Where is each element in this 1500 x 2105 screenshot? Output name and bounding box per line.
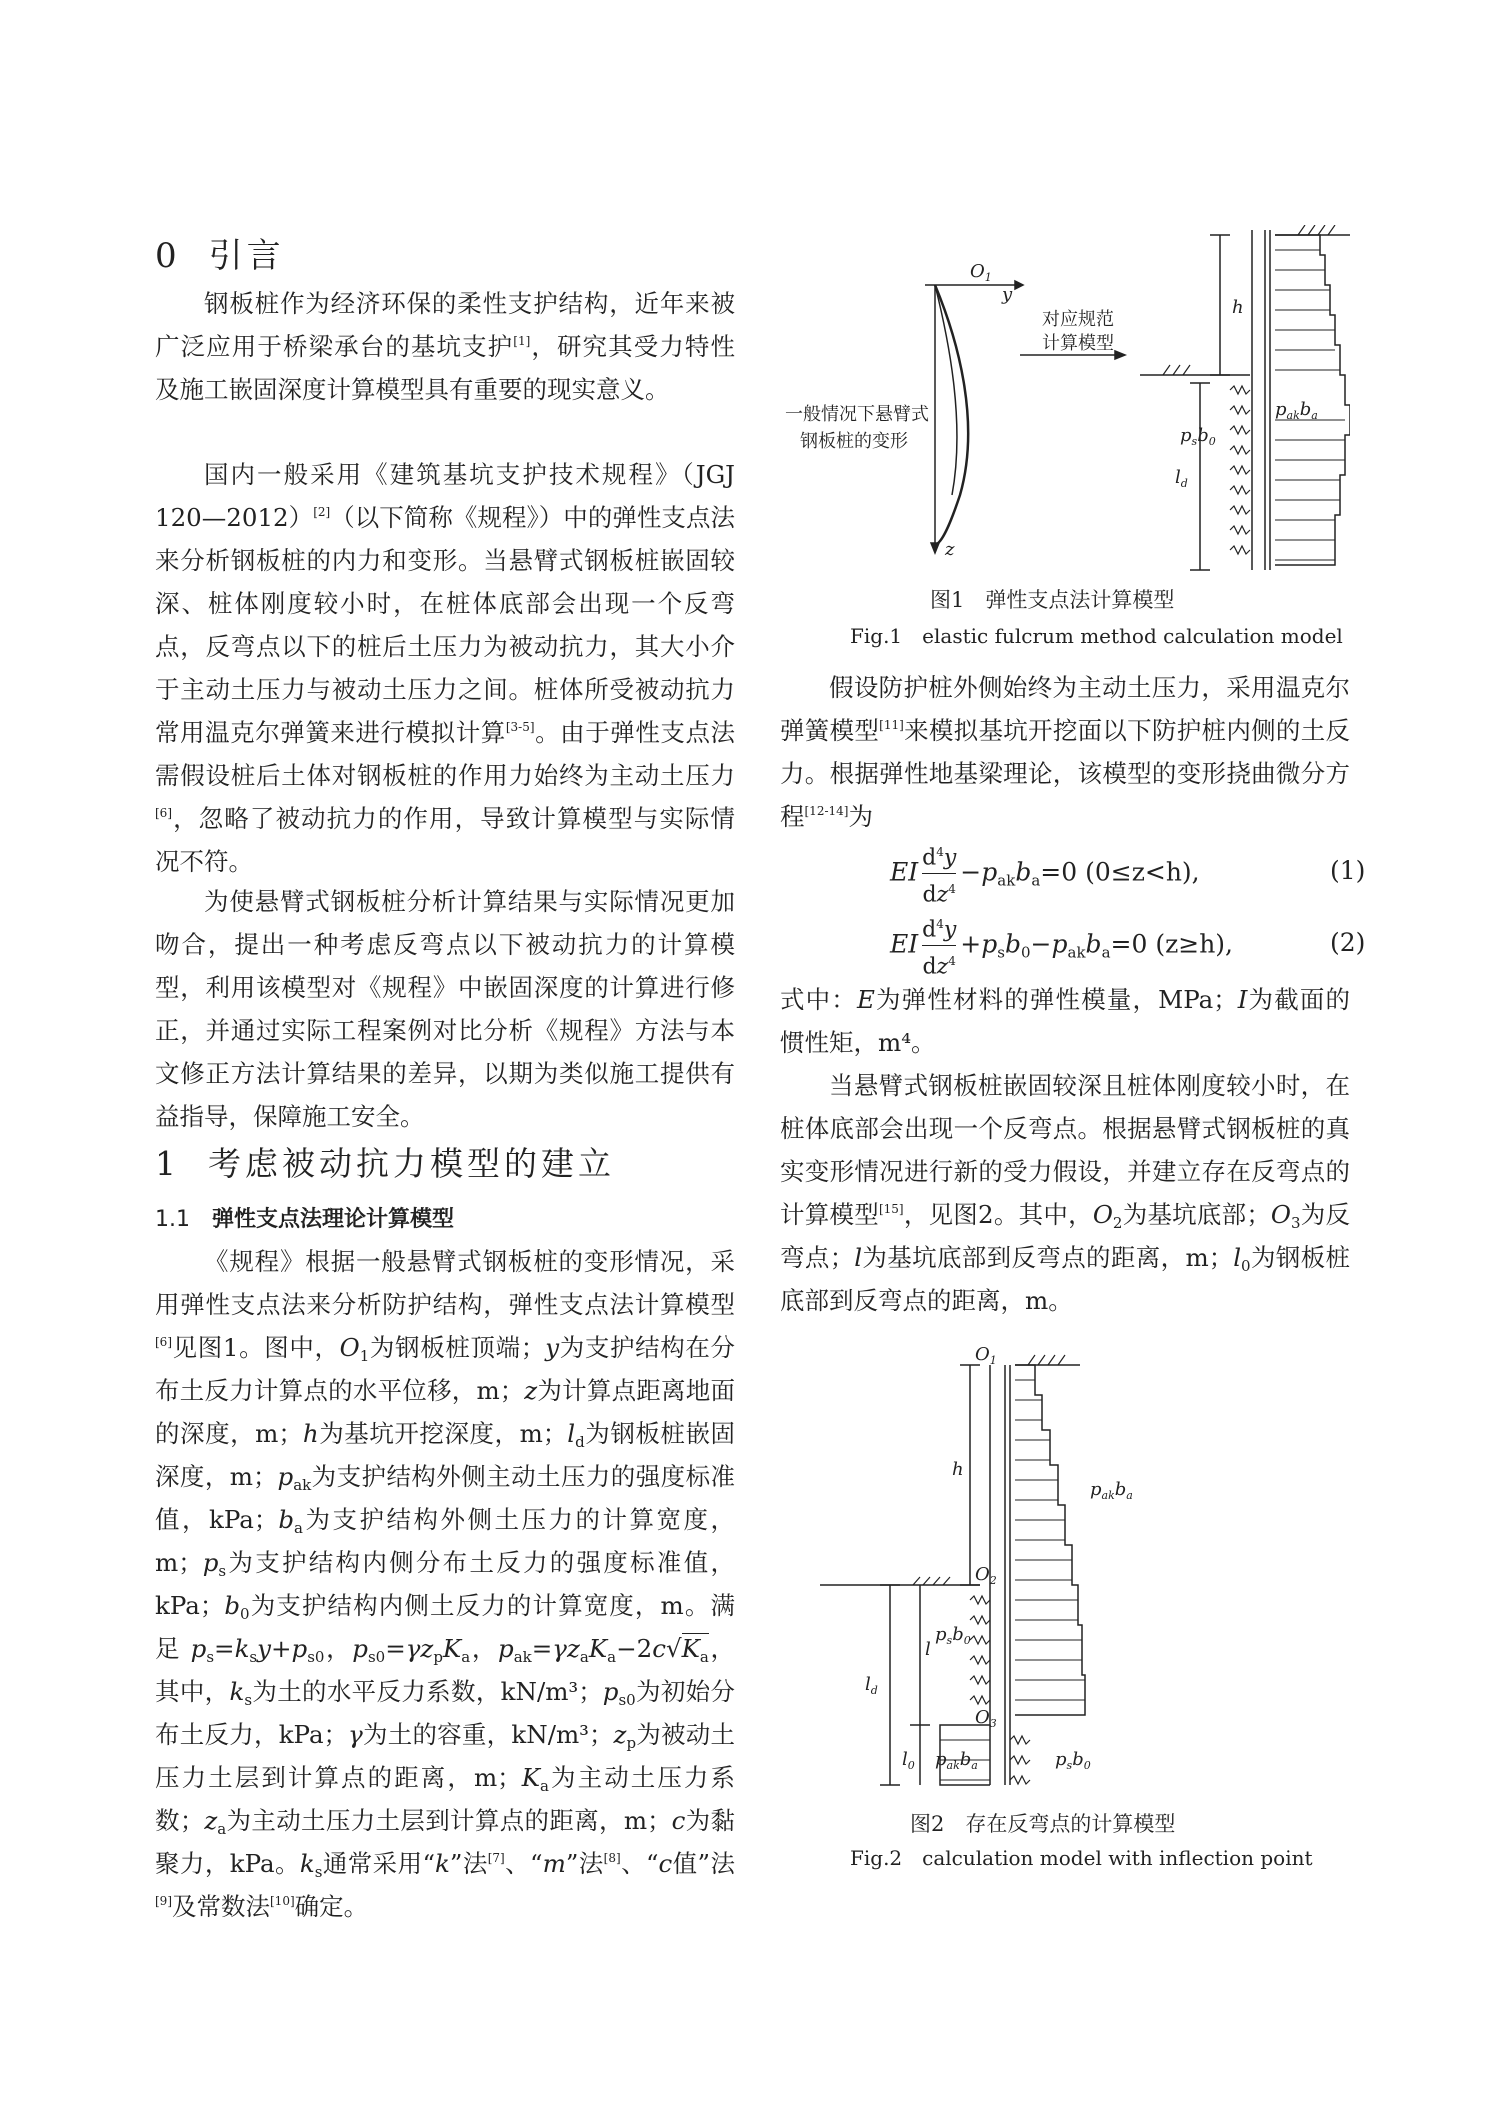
fig1-label-map2: 计算模型 (1042, 333, 1114, 354)
fig1-label-y: y (1002, 284, 1013, 305)
fig1-label-h: h (1232, 297, 1244, 318)
fig2-label-l: l (925, 1639, 931, 1660)
section-0-heading: 0 引言 (155, 236, 285, 276)
fig2-label-psb0-right: $p_sb_0$ (1055, 1749, 1091, 1772)
fig1-label-o1: $O_1$ (970, 261, 992, 284)
fig2-label-o1: $O_1$ (975, 1345, 997, 1367)
section-1-heading: 1 考虑被动抗力模型的建立 (155, 1144, 615, 1183)
fig1-label-map: 对应规范 (1042, 309, 1114, 330)
intro-paragraph-2: 国内一般采用《建筑基坑支护技术规程》（JGJ 120—2012）[2]（以下简称《规程》）中的弹性支点法来分析钢板桩的内力和变形。当悬臂式钢板桩嵌固较深、桩体刚度较小时，在桩体底部会出现一个反弯点，反弯点以下的桩后土压力为被动抗力，其大小介于主动土压力与被动土压力之间。桩体所受被动抗力常用温克尔弹簧来进行模拟计算[3-5]。由于弹性支点法需假设桩后土体对钢板桩的作用力始终为主动土压力[6]，忽略了被动抗力的作用，导致计算模型与实际情况不符。 (155, 460, 736, 876)
fig1-label-deform: 一般情况下悬臂式 (785, 404, 929, 425)
equation-2: EI $\frac{d^4y}{dz^4}$ $+p_sb_0-p_{ak}b_a=0$ (z≥h), (2) (890, 917, 1366, 980)
fig2-label-pakba-left: $p_{ak}b_a$ (935, 1749, 978, 1772)
fig2-caption-en: Fig.2 calculation model with inflection point (850, 1846, 1313, 1870)
fig2-caption-cn: 图2 存在反弯点的计算模型 (910, 1812, 1176, 1836)
fig2-label-o3: $O_3$ (975, 1707, 997, 1730)
fig1-label-z: z (945, 539, 955, 560)
fig2-label-o2: $O_2$ (975, 1564, 997, 1587)
fig2-label-pakba-right: $p_{ak}b_a$ (1090, 1479, 1133, 1502)
fig2-label-psb0-left: $p_sb_0$ (935, 1624, 971, 1647)
section-1-1-heading: 1.1 弹性支点法理论计算模型 (155, 1207, 455, 1232)
fig1-label-psb0: $p_sb_0$ (1180, 425, 1216, 448)
fig1-label-deform2: 钢板桩的变形 (800, 431, 908, 452)
figure-1 (780, 225, 1350, 585)
section-1-1-paragraph: 《规程》根据一般悬臂式钢板桩的变形情况，采用弹性支点法来分析防护结构，弹性支点法计算模型[6]见图1。图中，$O_1$为钢板桩顶端；y为支护结构在分布土反力计算点的水平位移，m；z为计算点距离地面的深度，m；h为基坑开挖深度，m；$l_d$为钢板桩嵌固深度，m；$p_{ak}$为支护结构外侧主动土压力的强度标准值，kPa；$b_a$为支护结构外侧土压力的计算宽度，m；$p_s$为支护结构内侧分布土反力的强度标准值，kPa；$b_0$为支护结构内侧土反力的计算宽度，m。满足 $p_s=k_sy+p_{s0}$，$p_{s0}=\gamma z_pK_a$，$p_{ak}=\gamma z_aK_a-2c√K_a$，其中，$k_s$为土的水平反力系数，kN/m³；$p_{s0}$为初始分布土反力，kPa；γ为土的容重，kN/m³；$z_p$为被动土压力土层到计算点的距离，m；$K_a$为主动土压力系数；$z_a$为主动土压力土层到计算点的距离，m；c为黏聚力，kPa。$k_s$通常采用“k”法[7]、“m”法[8]、“c值”法[9]及常数法[10]确定。 (155, 1247, 736, 1921)
fig2-label-h: h (952, 1459, 964, 1480)
fig1-caption-cn: 图1 弹性支点法计算模型 (930, 588, 1175, 612)
fig2-label-ld: $l_d$ (865, 1674, 878, 1697)
fig1-caption-en: Fig.1 elastic fulcrum method calculation model (850, 624, 1343, 648)
fig1-label-pakba: $p_{ak}b_a$ (1275, 399, 1318, 422)
fig1-label-ld: $l_d$ (1175, 467, 1188, 490)
intro-paragraph-1: 钢板桩作为经济环保的柔性支护结构，近年来被广泛应用于桥梁承台的基坑支护[1]，研究其受力特性及施工嵌固深度计算模型具有重要的现实意义。 (155, 289, 736, 404)
right-paragraph-1: 假设防护桩外侧始终为主动土压力，采用温克尔弹簧模型[11]来模拟基坑开挖面以下防护桩内侧的土反力。根据弹性地基梁理论，该模型的变形挠曲微分方程[12-14]为 (780, 673, 1350, 831)
figure-2 (820, 1345, 1320, 1795)
fig2-label-l0: $l_0$ (902, 1749, 915, 1772)
right-paragraph-3: 当悬臂式钢板桩嵌固较深且桩体刚度较小时，在桩体底部会出现一个反弯点。根据悬臂式钢板桩的真实变形情况进行新的受力假设，并建立存在反弯点的计算模型[15]，见图2。其中，$O_2$为基坑底部；$O_3$为反弯点；l为基坑底部到反弯点的距离，m；$l_0$为钢板桩底部到反弯点的距离，m。 (780, 1071, 1351, 1315)
right-paragraph-2: 式中：E为弹性材料的弹性模量，MPa；I为截面的惯性矩，m⁴。 (780, 985, 1351, 1057)
intro-paragraph-3: 为使悬臂式钢板桩分析计算结果与实际情况更加吻合，提出一种考虑反弯点以下被动抗力的计算模型，利用该模型对《规程》中嵌固深度的计算进行修正，并通过实际工程案例对比分析《规程》方法与本文修正方法计算结果的差异，以期为类似施工提供有益指导，保障施工安全。 (155, 887, 735, 1131)
equation-1: EI $\frac{d^4y}{dz^4}$ $-p_{ak}b_a=0$ (0≤z<h), (1) (890, 845, 1366, 908)
